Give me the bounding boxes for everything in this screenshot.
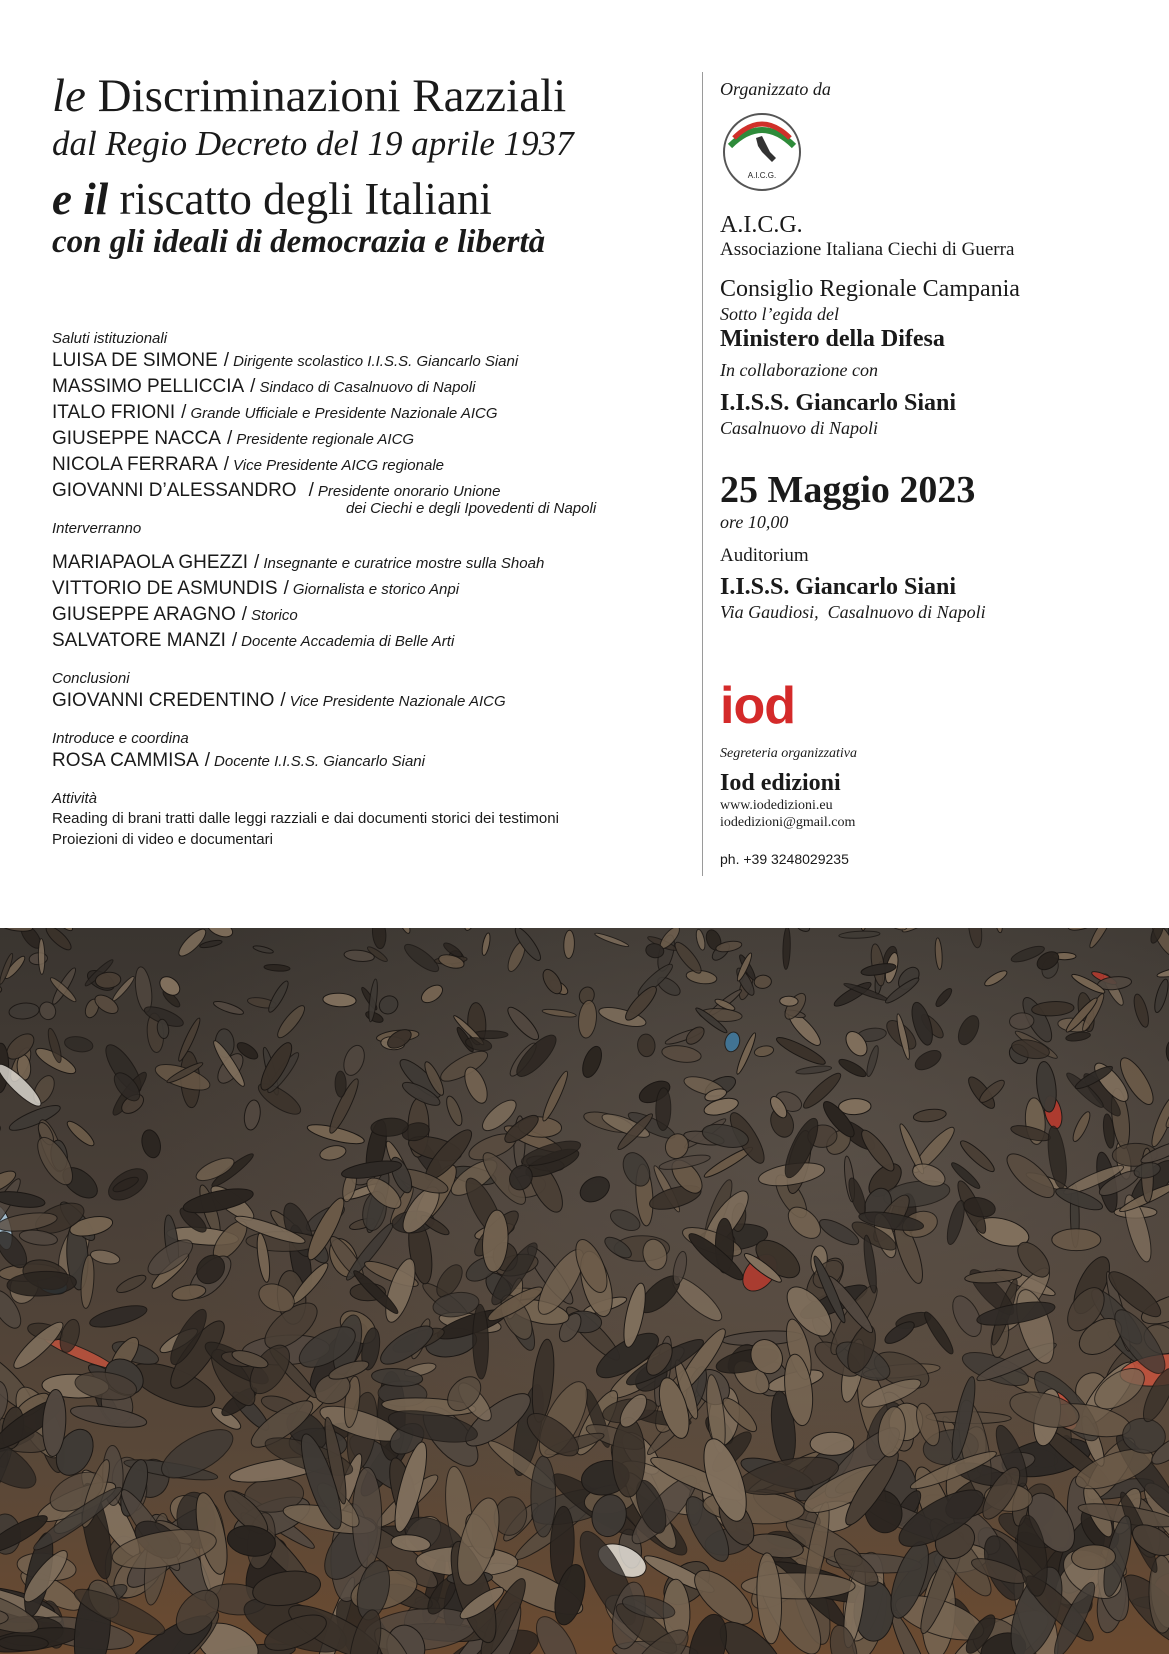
event-date: 25 Maggio 2023 — [720, 469, 976, 511]
secretariat-label: Segreteria organizzativa — [720, 746, 858, 761]
shoe-shape — [133, 966, 155, 1013]
shoe-shape — [795, 1065, 832, 1076]
ministero-name: Ministero della Difesa — [720, 326, 945, 352]
shoe-shape — [1031, 1001, 1074, 1017]
attivita-item: Reading di brani tratti dalle leggi razziali e dai documenti storici dei testimoni — [52, 810, 559, 827]
shoe-shape — [695, 929, 707, 951]
shoe-shape — [531, 1456, 556, 1537]
shoe-shape — [340, 1043, 368, 1079]
venue-address: Via Gaudiosi, Casalnuovo di Napoli — [720, 602, 986, 622]
interventi-entry: SALVATORE MANZI / Docente Accademia di Belle Arti — [52, 630, 455, 651]
shoe-shape — [394, 928, 412, 935]
shoe-shape — [780, 996, 799, 1006]
shoe-shape — [115, 1272, 149, 1296]
shoe-shape — [401, 940, 442, 976]
conclusioni-label: Conclusioni — [52, 670, 130, 687]
iod-phone: ph. +39 3248029235 — [720, 851, 849, 867]
shoe-shape — [1065, 1031, 1091, 1043]
shoe-shape — [661, 1043, 702, 1064]
shoe-shape — [64, 1118, 97, 1149]
shoe-shape — [323, 992, 357, 1007]
shoe-shape — [794, 928, 811, 934]
shoe-shape — [252, 944, 273, 954]
shoe-shape — [1152, 978, 1169, 1014]
interventi-entry: MARIAPAOLA GHEZZI / Insegnante e curatrice mostre sulla Shoah — [52, 552, 545, 573]
shoe-shape — [463, 928, 477, 932]
conclusioni-entry: GIOVANNI CREDENTINO / Vice Presidente Nazionale AICG — [52, 690, 506, 711]
consiglio-name: Consiglio Regionale Campania — [720, 276, 1020, 302]
interventi-entry: GIUSEPPE ARAGNO / Storico — [52, 604, 298, 625]
shoe-shape — [954, 1012, 983, 1047]
shoe-shape — [1052, 1229, 1101, 1251]
shoe-shape — [637, 1033, 656, 1057]
shoe-shape — [242, 1099, 262, 1131]
school-name: I.I.S.S. Giancarlo Siani — [720, 390, 957, 416]
shoe-shape — [1156, 963, 1169, 979]
shoe-shape — [335, 1071, 346, 1097]
saluti-label: Saluti istituzionali — [52, 330, 168, 347]
shoe-shape — [1070, 1110, 1093, 1144]
shoe-shape — [839, 930, 880, 939]
title-prefix-le: le — [52, 70, 86, 122]
shoe-shape — [782, 928, 791, 970]
title-prefix-e-il: e il — [52, 174, 109, 224]
collab-label: In collaborazione con — [720, 360, 878, 380]
shoe-shape — [612, 1417, 645, 1497]
shoe-shape — [264, 964, 290, 972]
shoe-shape — [274, 1002, 308, 1041]
attivita-label: Attività — [52, 790, 98, 807]
coordina-label: Introduce e coordina — [52, 730, 189, 747]
saluti-entry: NICOLA FERRARA / Vice Presidente AICG regionale — [52, 454, 444, 475]
saluti-entry: GIOVANNI D’ALESSANDRO / Presidente onorario Unione dei Ciechi e degli Ipovedenti di Napoli — [52, 480, 597, 517]
iod-email[interactable]: iodedizioni@gmail.com — [720, 815, 856, 830]
title-line-3 — [52, 174, 692, 224]
column-divider — [702, 72, 703, 876]
shoe-shape — [723, 1030, 742, 1053]
shoe-shape — [376, 992, 402, 1018]
iod-name: Iod edizioni — [720, 770, 841, 796]
shoe-shape — [837, 1056, 869, 1079]
shoe-shape — [0, 1120, 4, 1150]
school-city: Casalnuovo di Napoli — [720, 418, 879, 438]
shoe-shape — [418, 982, 445, 1007]
shoe-shape — [43, 928, 74, 953]
shoe-shape — [212, 999, 245, 1017]
shoe-shape — [205, 928, 235, 940]
shoe-shape — [443, 1094, 465, 1127]
shoe-shape — [754, 1044, 775, 1058]
shoe-shape — [579, 1044, 605, 1080]
shoe-shape — [481, 932, 492, 956]
shoe-shape — [655, 1088, 671, 1131]
shoes-pile-illustration — [0, 928, 1169, 1654]
interventi-entry: VITTORIO DE ASMUNDIS / Giornalista e storico Anpi — [52, 578, 460, 599]
aicg-full-name: Associazione Italiana Ciechi di Guerra — [720, 239, 1015, 260]
iod-website[interactable]: www.iodedizioni.eu — [720, 798, 833, 813]
saluti-entry: LUISA DE SIMONE / Dirigente scolastico I.I.S.S. Giancarlo Siani — [52, 350, 519, 371]
shoe-shape — [993, 928, 1004, 933]
venue-name: I.I.S.S. Giancarlo Siani — [720, 574, 957, 600]
shoe-shape — [319, 1144, 348, 1163]
shoe-shape — [542, 1008, 577, 1019]
shoe-shape — [171, 1283, 207, 1303]
shoe-shape — [539, 1069, 570, 1123]
organizers-column — [720, 78, 1150, 867]
program — [52, 326, 692, 850]
shoe-shape — [577, 999, 598, 1038]
saluti-entry: MASSIMO PELLICCIA / Sindaco di Casalnuovo di Napoli — [52, 376, 476, 397]
title-line-2: dal Regio Decreto del 19 aprile 1937 — [52, 124, 574, 163]
shoe-shape — [966, 928, 983, 949]
aicg-logo-text: A.I.C.G. — [747, 171, 777, 180]
shoe-shape — [1009, 1012, 1034, 1030]
aicg-logo — [722, 112, 802, 192]
attivita-item: Proiezioni di video e documentari — [52, 831, 273, 848]
title-line-4: con gli ideali di democrazia e libertà — [52, 224, 546, 260]
shoe-shape — [63, 1035, 94, 1054]
shoe-shape — [38, 939, 45, 975]
shoe-shape — [594, 931, 630, 948]
shoe-shape — [754, 974, 772, 989]
shoe-shape — [921, 1309, 957, 1356]
egida-label: Sotto l’egida del — [720, 304, 839, 324]
shoe-shape — [177, 928, 195, 929]
shoe-shape — [7, 1101, 63, 1135]
saluti-entry: GIUSEPPE NACCA / Presidente regionale AICG — [52, 428, 415, 449]
iod-logo: iod — [720, 677, 795, 735]
shoe-shape — [1067, 928, 1095, 932]
shoe-shape — [8, 1002, 40, 1021]
event-time: ore 10,00 — [720, 512, 789, 532]
subtitle-main: riscatto degli Italiani — [119, 174, 492, 224]
shoe-shape — [934, 986, 955, 1008]
shoe-shape — [371, 928, 387, 949]
shoe-shape — [576, 1172, 614, 1207]
shoe-shape — [857, 1126, 899, 1175]
shoe-shape — [800, 1069, 845, 1112]
shoe-shape — [810, 1432, 854, 1455]
coordina-entry: ROSA CAMMISA / Docente I.I.S.S. Giancarlo Siani — [52, 750, 425, 771]
shoe-shape — [912, 1047, 944, 1074]
interventi-label: Interverranno — [52, 520, 142, 537]
shoe-shape — [139, 1128, 163, 1160]
shoe-shape — [983, 968, 1009, 988]
shoe-shape — [860, 928, 868, 931]
saluti-entry: ITALO FRIONI / Grande Ufficiale e Presidente Nazionale AICG — [52, 402, 498, 423]
shoe-shape — [156, 973, 183, 999]
shoe-shape — [266, 979, 292, 1014]
shoe-shape — [88, 1301, 149, 1331]
shoe-shape — [913, 1108, 947, 1124]
shoe-shape — [504, 1003, 543, 1043]
title-main: Discriminazioni Razziali — [97, 70, 567, 122]
shoes-pile-photo — [0, 928, 1169, 1654]
shoe-shape — [1087, 928, 1115, 950]
venue-label: Auditorium — [720, 545, 809, 566]
organized-by-label: Organizzato da — [720, 79, 831, 99]
title-block — [52, 70, 692, 260]
aicg-acronym: A.I.C.G. — [720, 212, 803, 238]
shoe-shape — [563, 930, 575, 959]
shoe-shape — [1131, 993, 1151, 1029]
shoe-shape — [934, 938, 943, 970]
title-line-1 — [52, 70, 692, 122]
shoe-shape — [89, 1248, 121, 1267]
